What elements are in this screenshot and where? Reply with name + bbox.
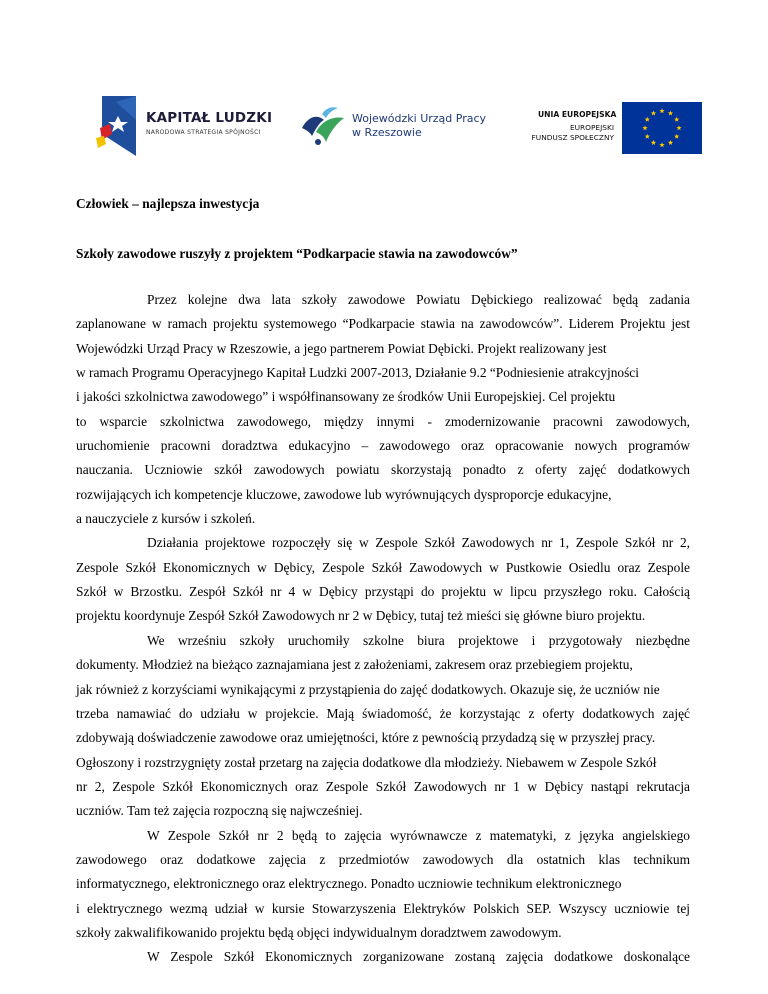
- text-line: Ogłoszony i rozstrzygnięty został przetarg na zajęcia dodatkowe dla młodzieży. Niebawem w Zespole Szkół: [76, 754, 657, 770]
- text-line: rozwijających ich kompetencje kluczowe, zawodowe lub wyrównujących dysproporcje edukacyjne,: [76, 486, 612, 502]
- text-line: W Zespole Szkół nr 2 będą to zajęcia wyrównawcze z matematyki, z języka angielskiego: [147, 827, 690, 843]
- eu-fund-label-line1: EUROPEJSKI: [569, 123, 614, 132]
- wup-name-line2: w Rzeszowie: [352, 126, 422, 139]
- wup-name-line1: Wojewódzki Urząd Pracy: [352, 112, 487, 125]
- article-paragraph: [76, 629, 690, 824]
- text-line: trzeba namawiać do udziału w projekcie. Mają świadomość, że korzystając z oferty dodatkowych zajęć: [76, 705, 690, 721]
- wup-bird-icon: [298, 102, 348, 152]
- text-line: nauczania. Uczniowie szkół zawodowych powiatu skorzystają ponadto z oferty zajęć dodatkowych: [76, 462, 690, 478]
- text-line: projektu koordynuje Zespół Szkół Zawodowych nr 2 w Dębicy, tutaj też mieści się główne biuro projektu.: [76, 608, 646, 624]
- eu-logo: [530, 96, 708, 158]
- kapital-ludzki-subtitle: NARODOWA STRATEGIA SPÓJNOŚCI: [146, 129, 261, 136]
- text-line: Działania projektowe rozpoczęły się w Zespole Szkół Zawodowych nr 1, Zespole Szkół nr 2,: [147, 535, 690, 551]
- text-line: uczniów. Tam też zajęcia rozpoczną się najwcześniej.: [76, 803, 363, 819]
- article-title: Szkoły zawodowe ruszyły z projektem “Podkarpacie stawia na zawodowców”: [76, 246, 518, 261]
- text-line: uruchomienie pracowni doradztwa edukacyjno – zawodowego oraz opracowanie nowych programów: [76, 438, 690, 454]
- eu-union-label: UNIA EUROPEJSKA: [538, 110, 617, 119]
- kapital-ludzki-emblem-icon: [96, 94, 138, 158]
- text-line: jak również z korzyściami wynikającymi z przystąpienia do zajęć dodatkowych. Okazuje się, że uczniów nie: [76, 681, 660, 697]
- eu-flag-icon: [622, 102, 702, 154]
- text-line: Szkół w Brzostku. Zespół Szkół nr 4 w Dębicy przystąpi do projektu w lipcu przyszłego roku. Całością: [76, 584, 690, 600]
- text-line: Wojewódzki Urząd Pracy w Rzeszowie, a jego partnerem Powiat Dębicki. Projekt realizowany jest: [76, 340, 607, 356]
- wup-logo: [298, 92, 508, 162]
- text-line: zaplanowane w ramach projektu systemowego “Podkarpacie stawia na zawodowców”. Liderem Projektu jest: [76, 316, 690, 332]
- eu-fund-label-line2: FUNDUSZ SPOŁECZNY: [531, 133, 614, 142]
- text-line: i elektrycznego wezmą udział w kursie Stowarzyszenia Elektryków Polskich SEP. Wszyscy uczniowie tej: [76, 900, 690, 916]
- text-line: w ramach Programu Operacyjnego Kapitał Ludzki 2007-2013, Działanie 9.2 “Podniesienie atrakcyjności: [76, 365, 639, 381]
- article-paragraph: [76, 824, 690, 946]
- text-line: Zespole Szkół Ekonomicznych w Dębicy, Zespole Szkół Zawodowych w Pustkowie Osiedlu oraz Zespole: [76, 559, 690, 575]
- document-heading: Człowiek – najlepsza inwestycja: [76, 196, 260, 211]
- text-line: We wrześniu szkoły uruchomiły szkolne biura projektowe i przygotowały niezbędne: [147, 632, 690, 648]
- logo-bar: [96, 92, 708, 164]
- text-line: zdobywają doświadczenie zawodowe oraz umiejętności, które z pewnością przydadzą się w przyszłej pracy.: [76, 730, 656, 746]
- kapital-ludzki-title: KAPITAŁ LUDZKI: [146, 110, 273, 126]
- text-line: szkoły zakwalifikowanido projektu będą objęci indywidualnym doradztwem zawodowym.: [76, 924, 562, 940]
- text-line: Przez kolejne dwa lata szkoły zawodowe Powiatu Dębickiego realizować będą zadania: [147, 292, 690, 307]
- kapital-ludzki-logo: [96, 94, 296, 158]
- text-line: zawodowego oraz dodatkowe zajęcia z przedmiotów zawodowych dla ostatnich klas technikum: [76, 851, 690, 867]
- text-line: to wsparcie szkolnictwa zawodowego, między innymi - zmodernizowanie pracowni zawodowych,: [76, 413, 690, 429]
- text-line: informatycznego, elektronicznego oraz elektrycznego. Ponadto uczniowie technikum elektronicznego: [76, 876, 622, 892]
- article-body: [76, 288, 690, 970]
- text-line: W Zespole Szkół Ekonomicznych zorganizowane zostaną zajęcia dodatkowe doskonalące: [147, 949, 690, 965]
- article-paragraph: [76, 531, 690, 628]
- text-line: dokumenty. Młodzież na bieżąco zaznajamiana jest z założeniami, zakresem oraz przebiegiem projektu,: [76, 657, 633, 673]
- text-line: i jakości szkolnictwa zawodowego” i współfinansowany ze środków Unii Europejskiej. Cel projektu: [76, 389, 616, 405]
- text-line: a nauczyciele z kursów i szkoleń.: [76, 511, 256, 527]
- article-paragraph: [76, 945, 690, 969]
- text-line: nr 2, Zespole Szkół Ekonomicznych oraz Zespole Szkół Zawodowych nr 1 w Dębicy nastąpi rekrutacja: [76, 778, 690, 794]
- article-paragraph: [76, 288, 690, 531]
